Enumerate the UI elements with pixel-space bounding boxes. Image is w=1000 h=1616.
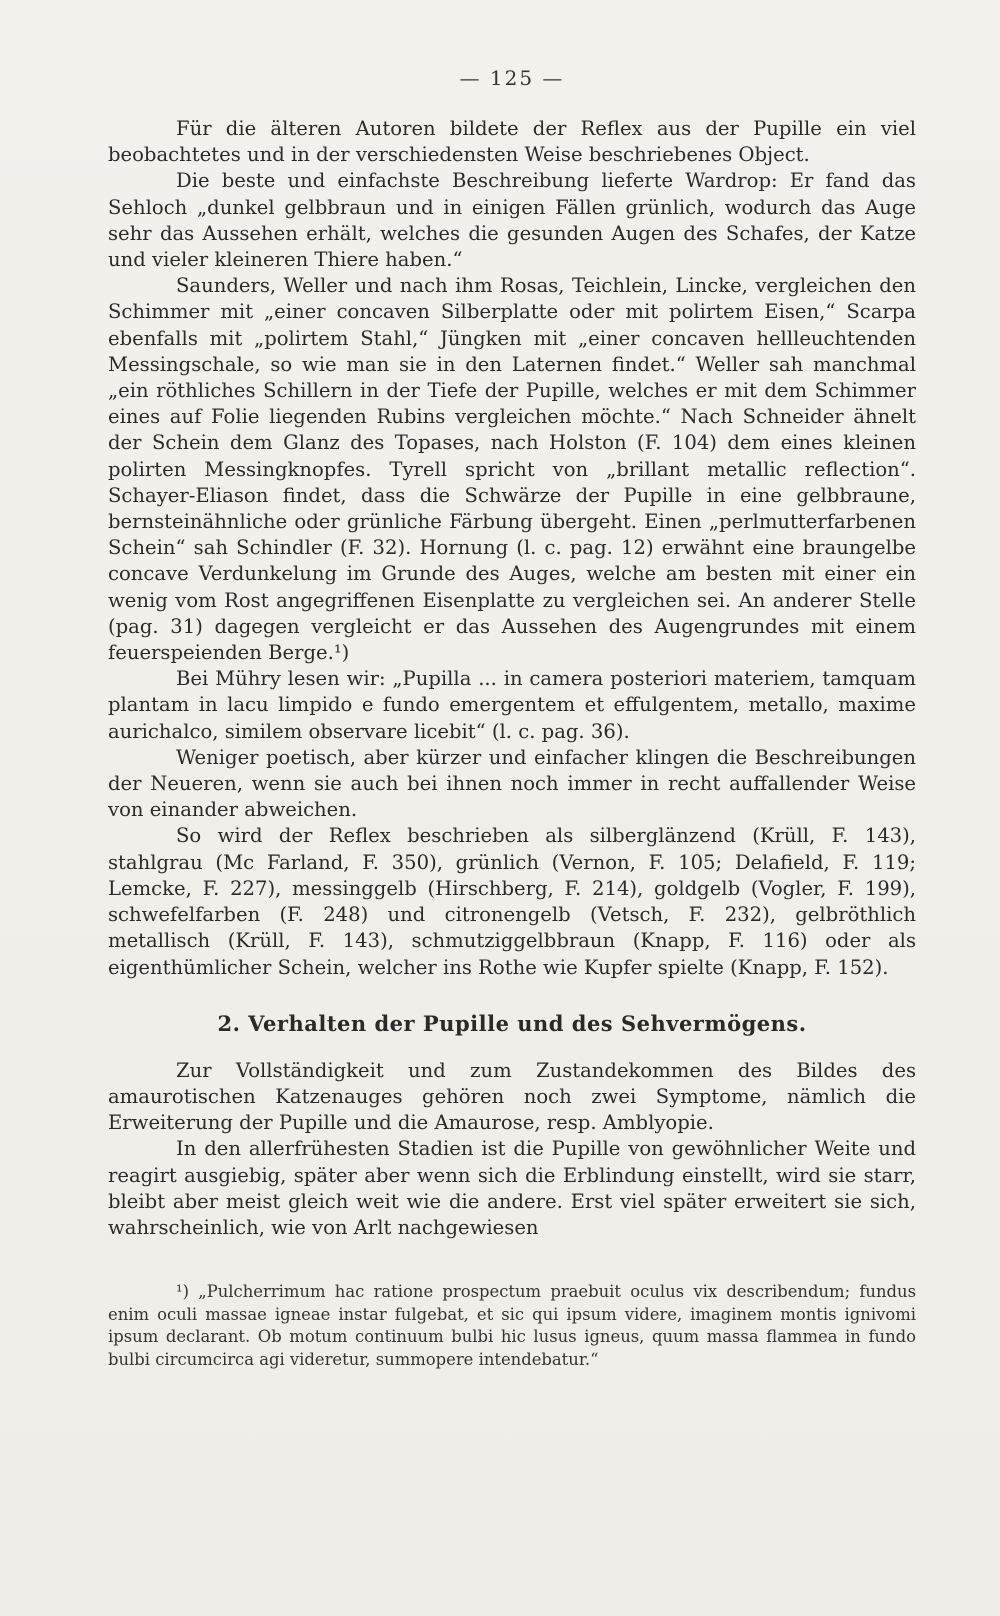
paragraph-3: Saunders, Weller und nach ihm Rosas, Teichlein, Lincke, vergleichen den Schimmer mit „einer concaven Silberplatte oder mit polirtem Eisen,“ Scarpa ebenfalls mit „polirtem Stahl,“ Jüngken mit „einer concaven hellleuchtenden Messingschale, so wie man sie in den Laternen findet.“ Weller sah manchmal „ein röthliches Schillern in der Tiefe der Pupille, welches er mit dem Schimmer eines auf Folie liegenden Rubins vergleichen möchte.“ Nach Schneider ähnelt der Schein dem Glanz des Topases, nach Holston (F. 104) dem eines kleinen polirten Messingknopfes. Tyrell spricht von „brillant metallic reflection“. Schayer-Eliason findet, dass die Schwärze der Pupille in eine gelbbraune, bernsteinähnliche oder grünliche Färbung übergeht. Einen „perlmutterfarbenen Schein“ sah Schindler (F. 32). Hornung (l. c. pag. 12) erwähnt eine braungelbe concave Verdunkelung im Grunde des Auges, welche am besten mit einer ein wenig vom Rost angegriffenen Eisenplatte zu vergleichen sei. An anderer Stelle (pag. 31) dagegen vergleicht er das Aussehen des Augengrundes mit einem feuerspeienden Berge.¹) [108, 274, 916, 665]
paragraph-5: Weniger poetisch, aber kürzer und einfacher klingen die Beschreibungen der Neueren, wenn sie auch bei ihnen noch immer in recht auffallender Weise von einander abweichen. [108, 745, 916, 822]
page-content [108, 66, 916, 1371]
section-paragraph-1: Zur Vollständigkeit und zum Zustandekommen des Bildes des amaurotischen Katzenauges gehören noch zwei Symptome, nämlich die Erweiterung der Pupille und die Amaurose, resp. Amblyopie. [108, 1058, 916, 1135]
paragraph-1: Für die älteren Autoren bildete der Reflex aus der Pupille ein viel beobachtetes und in der verschiedensten Weise beschriebenes Object. [108, 117, 916, 167]
paragraph-2: Die beste und einfachste Beschreibung lieferte Wardrop: Er fand das Sehloch „dunkel gelbbraun und in einigen Fällen grünlich, wodurch das Auge sehr das Aussehen erhält, welches die gesunden Augen des Schafes, der Katze und vieler kleineren Thiere haben.“ [108, 169, 916, 272]
paragraph-6: So wird der Reflex beschrieben als silberglänzend (Krüll, F. 143), stahlgrau (Mc Farland, F. 350), grünlich (Vernon, F. 105; Delafield, F. 119; Lemcke, F. 227), messinggelb (Hirschberg, F. 214), goldgelb (Vogler, F. 199), schwefelfarben (F. 248) und citronengelb (Vetsch, F. 232), gelbröthlich metallisch (Krüll, F. 143), schmutziggelbbraun (Knapp, F. 116) oder als eigenthümlicher Schein, welcher ins Rothe wie Kupfer spielte (Knapp, F. 152). [108, 824, 916, 979]
section-heading: 2. Verhalten der Pupille und des Sehvermögens. [217, 1010, 807, 1036]
page-number: — 125 — [459, 66, 565, 90]
footnote: ¹) „Pulcherrimum hac ratione prospectum praebuit oculus vix describendum; fundus enim oculi massae igneae instar fulgebat, et sic qui ipsum videre, imaginem montis ignivomi ipsum declarant. Ob motum continuum bulbi hic lusus igneus, quum massa flammea in fundo bulbi circumcirca agi videretur, summopere intendebatur.“ [108, 1282, 916, 1369]
section-paragraph-2: In den allerfrühesten Stadien ist die Pupille von gewöhnlicher Weite und reagirt ausgiebig, später aber wenn sich die Erblindung einstellt, wird sie starr, bleibt aber meist gleich weit wie die andere. Erst viel später erweitert sie sich, wahrscheinlich, wie von Arlt nachgewiesen [108, 1137, 916, 1239]
paragraph-4: Bei Mühry lesen wir: „Pupilla ... in camera posteriori materiem, tamquam plantam in lacu limpido e fundo emergentem et effulgentem, metallo, maxime aurichalco, similem observare licebit“ (l. c. pag. 36). [108, 667, 916, 743]
